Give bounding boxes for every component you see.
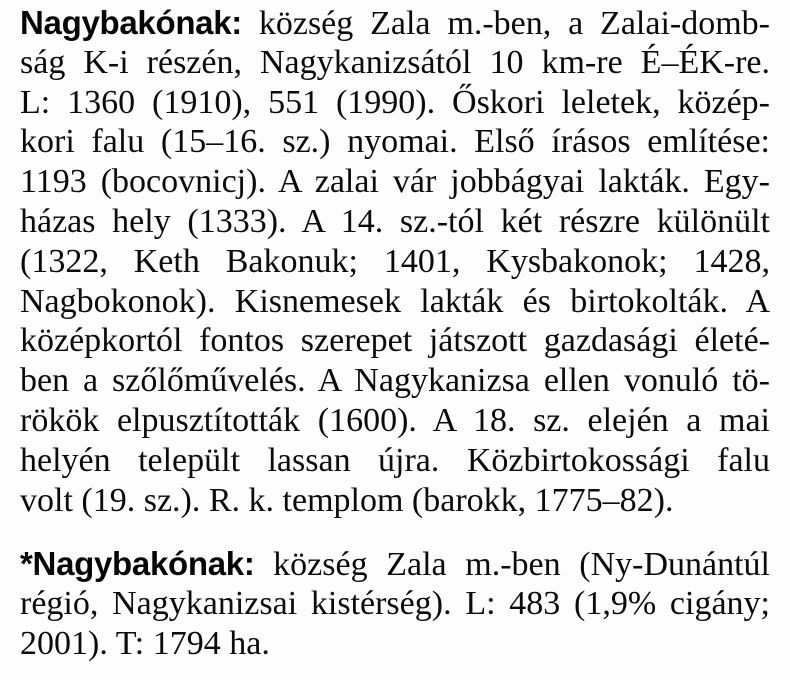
- text-run: község Zala m.-ben (Ny-Dunántúl: [254, 546, 770, 584]
- text-line: rökök elpusztították (1600). A 18. sz. elején a mai: [20, 401, 770, 439]
- text-line: Nagbokonok). Kisnemesek lakták és birtokolták. A: [20, 282, 770, 320]
- text-line: L: 1360 (1910), 551 (1990). Őskori leletek, közép-: [20, 83, 770, 121]
- text-line: helyén települt lassan újra. Közbirtokossági falu: [20, 441, 770, 479]
- entry-headword: *Nagybakónak:: [20, 545, 255, 583]
- text-line: ság K-i részén, Nagykanizsától 10 km-re É–ÉK-re.: [20, 43, 770, 81]
- text-line: (1322, Keth Bakonuk; 1401, Kysbakonok; 1428,: [20, 242, 770, 280]
- text-line: házas hely (1333). A 14. sz.-tól két részre különült: [20, 202, 770, 240]
- text-line: volt (19. sz.). R. k. templom (barokk, 1775–82).: [20, 481, 674, 519]
- entry-headword: Nagybakónak:: [20, 4, 242, 41]
- lexicon-entry-nagybakonak-modern: [20, 544, 770, 663]
- text-line: [20, 544, 770, 584]
- text-line: középkortól fontos szerepet játszott gazdasági életé-: [20, 322, 770, 360]
- text-line: 2001). T: 1794 ha.: [20, 624, 270, 662]
- text-line: [20, 3, 770, 43]
- text-line: régió, Nagykanizsai kistérség). L: 483 (1,9% cigány;: [20, 585, 770, 623]
- text-run: község Zala m.-ben, a Zalai-domb-: [241, 5, 770, 42]
- lexicon-entry-nagybakonak: [20, 3, 770, 520]
- text-line: kori falu (15–16. sz.) nyomai. Első írásos említése:: [20, 123, 770, 161]
- text-line: 1193 (bocovnicj). A zalai vár jobbágyai lakták. Egy-: [20, 163, 770, 201]
- text-line: ben a szőlőművelés. A Nagykanizsa ellen vonuló tö-: [20, 362, 770, 400]
